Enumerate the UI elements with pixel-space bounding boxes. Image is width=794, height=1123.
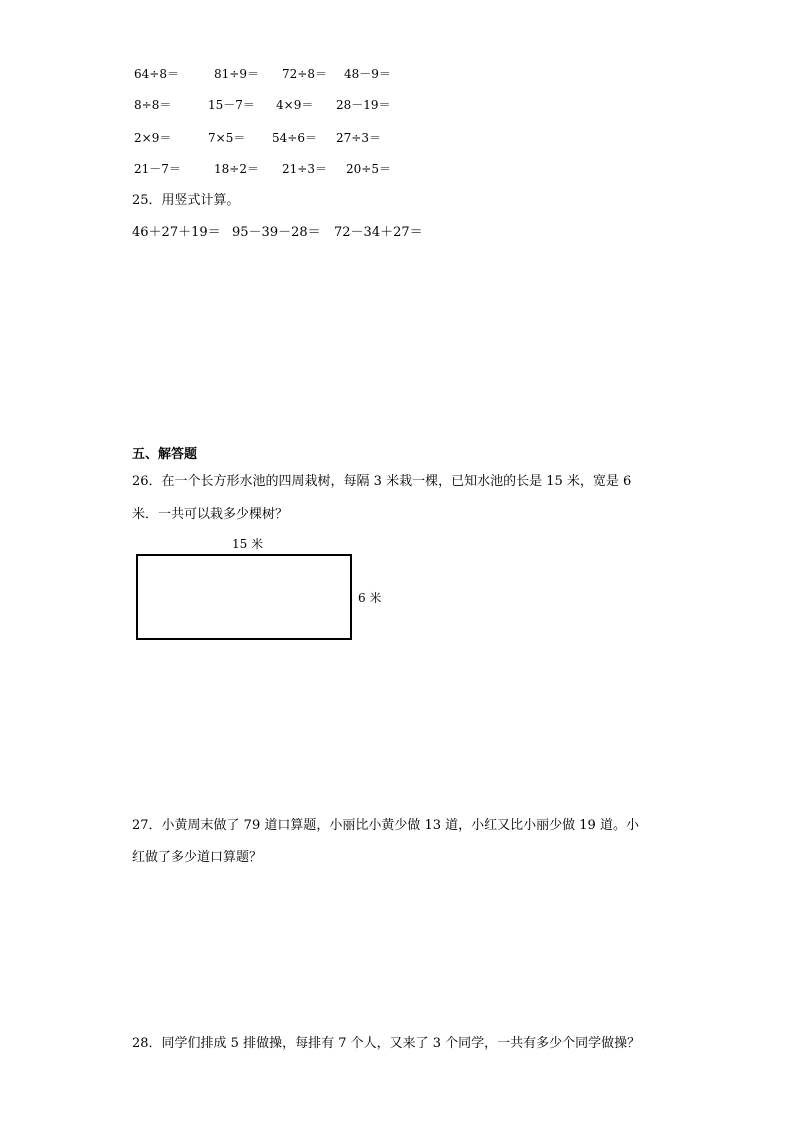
question-25-equation: 72－34＋27＝ xyxy=(334,225,423,240)
question-26-text-line1: 26．在一个长方形水池的四周栽树，每隔 3 米栽一棵，已知水池的长是 15 米，宽是 6 xyxy=(132,474,632,489)
arithmetic-item: 81÷9＝ xyxy=(214,67,259,81)
arithmetic-item: 20÷5＝ xyxy=(346,162,391,176)
question-25-equation: 46＋27＋19＝ xyxy=(132,225,221,240)
pool-width-label: 6 米 xyxy=(358,591,382,605)
arithmetic-item: 8÷8＝ xyxy=(134,98,172,112)
arithmetic-item: 21－7＝ xyxy=(134,162,181,176)
pool-rectangle xyxy=(136,554,352,640)
arithmetic-item: 27÷3＝ xyxy=(336,131,381,145)
arithmetic-item: 18÷2＝ xyxy=(214,162,259,176)
arithmetic-item: 15－7＝ xyxy=(208,98,255,112)
question-25-title: 25．用竖式计算。 xyxy=(132,193,240,208)
arithmetic-item: 7×5＝ xyxy=(208,131,246,145)
question-28-text: 28．同学们排成 5 排做操，每排有 7 个人，又来了 3 个同学，一共有多少个同学做操？ xyxy=(132,1036,641,1051)
arithmetic-item: 28－19＝ xyxy=(336,98,391,112)
arithmetic-item: 72÷8＝ xyxy=(282,67,327,81)
arithmetic-item: 64÷8＝ xyxy=(134,67,179,81)
arithmetic-item: 54÷6＝ xyxy=(272,131,317,145)
arithmetic-item: 4×9＝ xyxy=(276,98,314,112)
pool-length-label: 15 米 xyxy=(232,537,264,551)
section-heading: 五、解答题 xyxy=(132,447,198,462)
question-27-text-line1: 27．小黄周末做了 79 道口算题，小丽比小黄少做 13 道，小红又比小丽少做 19 道。小 xyxy=(132,818,639,833)
arithmetic-item: 2×9＝ xyxy=(134,131,172,145)
question-26-text-line2: 米．一共可以栽多少棵树？ xyxy=(132,507,289,522)
question-25-equation: 95－39－28＝ xyxy=(232,225,321,240)
question-27-text-line2: 红做了多少道口算题？ xyxy=(132,850,263,865)
arithmetic-item: 48－9＝ xyxy=(344,67,391,81)
arithmetic-item: 21÷3＝ xyxy=(282,162,327,176)
